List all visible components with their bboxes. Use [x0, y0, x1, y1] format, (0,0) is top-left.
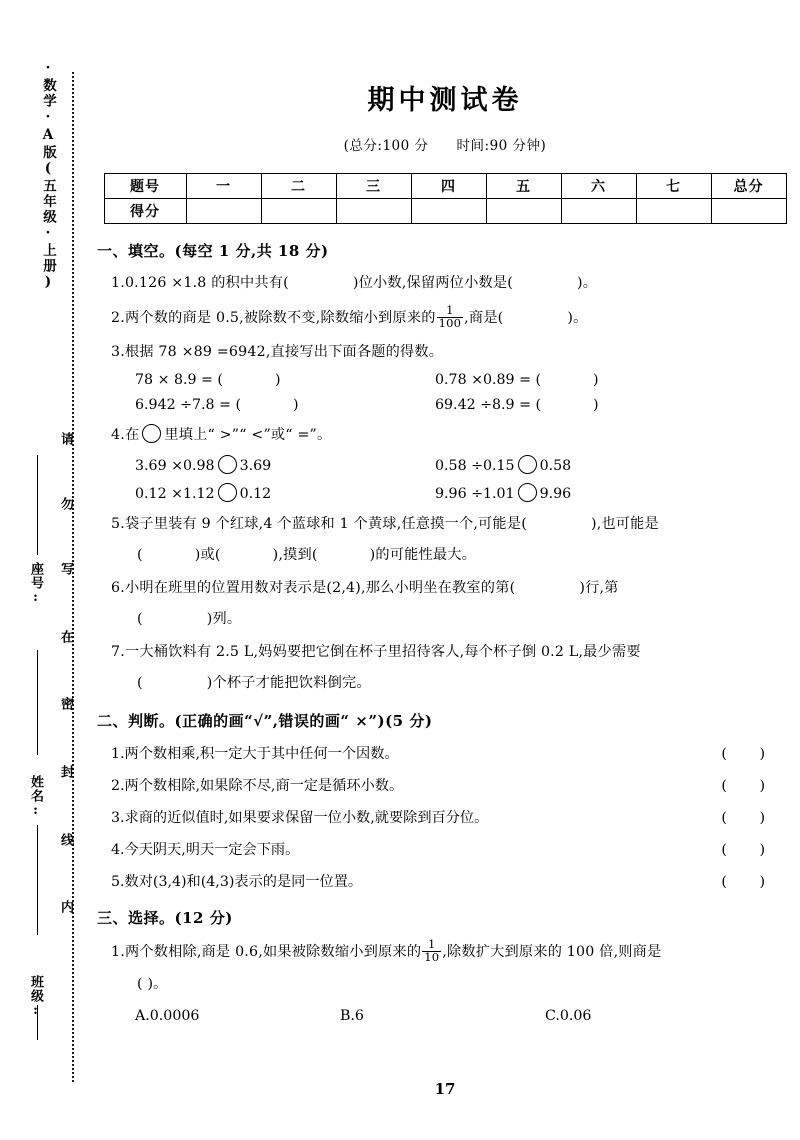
- section2-item-3: [111, 807, 795, 827]
- section1-question-6-line2: [111, 608, 795, 630]
- score-col-4: 四: [411, 174, 486, 199]
- seal-char-7: 线: [58, 833, 73, 847]
- s3-q1-fraction-numerator: 1: [427, 936, 436, 951]
- q3-row-2: [135, 397, 795, 413]
- s3-q1-number: 1.: [111, 944, 125, 961]
- score-col-3: 三: [336, 174, 411, 199]
- s2-item-1-number: 1.: [111, 745, 125, 762]
- q4-pair-3-right: 0.12: [239, 485, 272, 502]
- score-cell-7[interactable]: [636, 199, 711, 224]
- q5-line2-a: (: [137, 546, 143, 563]
- q2-fraction-numerator: 1: [446, 303, 454, 317]
- s3-q1-fraction: [422, 936, 441, 964]
- seal-dotted-line: [72, 72, 74, 1082]
- q1-number: 1.: [111, 275, 125, 291]
- q3-item-2-text: 0.78 ×0.89 = (: [435, 371, 542, 388]
- seat-number-writing-line[interactable]: [37, 455, 38, 555]
- q4-pair-4-circle[interactable]: [518, 483, 537, 502]
- score-cell-6[interactable]: [561, 199, 636, 224]
- q3-item-1-text: 78 × 8.9 = (: [135, 371, 223, 388]
- q3-item-4-text: 69.42 ÷8.9 = (: [435, 396, 542, 413]
- section1-question-7: [111, 641, 795, 663]
- score-table-value-row: [104, 199, 786, 224]
- q4-pair-4-left: 9.96 ÷1.01: [435, 485, 515, 502]
- q4-row-2: [135, 483, 795, 502]
- s2-item-2-answer-box[interactable]: ( ): [721, 777, 779, 794]
- q6-number: 6.: [111, 579, 125, 596]
- q4-stem-a: 在: [124, 426, 140, 443]
- name-writing-line-upper[interactable]: [37, 650, 38, 755]
- s3-q1-option-c[interactable]: C.0.06: [545, 1007, 592, 1024]
- section2-item-2: [111, 775, 795, 795]
- section1-question-1: [111, 272, 795, 294]
- q3-item-3-text: 6.942 ÷7.8 = (: [135, 396, 242, 413]
- q4-pair-4: [435, 483, 735, 502]
- q2-text-a: 两个数的商是 0.5,被除数不变,除数缩小到原来的: [124, 310, 436, 327]
- s3-q1-option-b[interactable]: B.6: [340, 1007, 364, 1024]
- q4-stem-circle-icon: [142, 424, 161, 443]
- q3-item-2: [435, 372, 735, 388]
- section2-item-4: [111, 839, 795, 859]
- q2-fraction: [437, 305, 464, 330]
- s2-item-5-answer-box[interactable]: ( ): [721, 873, 779, 890]
- exam-sheet: [95, 0, 795, 1140]
- q4-pair-1-right: 3.69: [239, 457, 272, 474]
- q3-item-2-close: ): [593, 371, 599, 388]
- q6-line1-a: 小明在班里的位置用数对表示是(2,4),那么小明坐在教室的第(: [124, 579, 516, 596]
- total-score-text: (总分:100 分: [343, 138, 429, 154]
- q3-item-3: [135, 397, 435, 413]
- q5-line2-c: ),摸到(: [272, 546, 318, 563]
- q3-item-4-close: ): [593, 396, 599, 413]
- q3-row-1: [135, 372, 795, 388]
- q7-line2-b: )个杯子才能把饮料倒完。: [206, 674, 371, 691]
- score-table-header-row: [104, 174, 786, 199]
- score-cell-total[interactable]: [711, 199, 786, 224]
- score-cell-5[interactable]: [486, 199, 561, 224]
- q6-line1-b: )行,第: [579, 579, 619, 596]
- s2-item-2-number: 2.: [111, 777, 125, 794]
- section1-question-4: [111, 424, 795, 446]
- seal-char-8: 内: [58, 900, 73, 914]
- section1-question-2: [111, 305, 795, 330]
- q4-pair-2-circle[interactable]: [518, 455, 537, 474]
- seat-number-label: 座号:: [28, 562, 43, 606]
- s2-item-5-number: 5.: [111, 873, 125, 890]
- book-info-vertical-label: ·数学·A版(五年级·上册): [40, 60, 56, 292]
- q2-fraction-denominator: 100: [438, 315, 462, 330]
- section2-item-1: [111, 743, 795, 763]
- section1-question-5-line2: [111, 544, 795, 566]
- q3-stem: 根据 78 ×89 =6942,直接写出下面各题的得数。: [124, 343, 444, 360]
- seal-char-4: 在: [58, 630, 73, 644]
- q7-number: 7.: [111, 643, 125, 660]
- q5-line1-b: ),也可能是: [590, 515, 659, 532]
- s2-item-3-number: 3.: [111, 809, 125, 826]
- s3-q1-text-a: 两个数相除,商是 0.6,如果被除数缩小到原来的: [124, 944, 422, 961]
- score-col-total: 总分: [711, 174, 786, 199]
- score-col-5: 五: [486, 174, 561, 199]
- exam-meta: [95, 134, 795, 154]
- section1-question-6: [111, 577, 795, 599]
- seal-char-5: 密: [58, 697, 73, 711]
- section-1-heading: 一、填空。(每空 1 分,共 18 分): [97, 242, 329, 260]
- s2-item-4-number: 4.: [111, 841, 125, 858]
- section2-item-5: [111, 871, 795, 891]
- q4-pair-4-right: 9.96: [539, 485, 572, 502]
- q4-pair-3: [135, 483, 435, 502]
- section3-question-1-options: [135, 1008, 795, 1024]
- s2-item-3-text: 求商的近似值时,如果要求保留一位小数,就要除到百分位。: [124, 809, 489, 826]
- s3-q1-text-b: ,除数扩大到原来的 100 倍,则商是: [442, 944, 662, 961]
- q4-pair-3-circle[interactable]: [218, 483, 237, 502]
- s2-item-1-text: 两个数相乘,积一定大于其中任何一个因数。: [124, 745, 399, 762]
- student-name-label: 姓名:: [28, 775, 43, 819]
- q4-pair-1-circle[interactable]: [218, 455, 237, 474]
- score-cell-1[interactable]: [186, 199, 261, 224]
- q2-text-b: ,商是(: [464, 310, 504, 327]
- score-col-1: 一: [186, 174, 261, 199]
- q5-line2-d: )的可能性最大。: [369, 546, 477, 563]
- time-limit-text: 时间:90 分钟): [456, 138, 547, 154]
- seal-char-6: 封: [58, 765, 73, 779]
- q5-line1-a: 袋子里装有 9 个红球,4 个蓝球和 1 个黄球,任意摸一个,可能是(: [124, 515, 527, 532]
- q4-pair-1: [135, 455, 435, 474]
- section1-question-7-line2: [111, 672, 795, 694]
- q3-item-1: [135, 372, 435, 388]
- s2-item-4-answer-box[interactable]: ( ): [721, 841, 779, 858]
- q2-number: 2.: [111, 310, 125, 327]
- s3-q1-fraction-denominator: 10: [424, 949, 440, 964]
- q3-item-4: [435, 397, 735, 413]
- q5-line2-b: )或(: [194, 546, 221, 563]
- class-label: 班级:: [28, 975, 43, 1019]
- s2-item-4-text: 今天阴天,明天一定会下雨。: [124, 841, 300, 858]
- score-table-row-label-question: 题号: [104, 174, 186, 199]
- q6-line2-a: (: [137, 610, 143, 627]
- seal-char-2: 勿: [58, 497, 73, 511]
- q4-stem-b: 里填上“ >”“ <”或“ =”。: [164, 426, 332, 443]
- class-writing-line[interactable]: [37, 1005, 38, 1040]
- s2-item-3-answer-box[interactable]: ( ): [721, 809, 779, 826]
- q4-number: 4.: [111, 426, 125, 443]
- name-writing-line-lower[interactable]: [37, 825, 38, 935]
- score-table: [104, 173, 787, 224]
- q4-pair-3-left: 0.12 ×1.12: [135, 485, 215, 502]
- score-col-7: 七: [636, 174, 711, 199]
- q3-item-1-close: ): [274, 371, 281, 388]
- section3-question-1-line2: [111, 973, 795, 995]
- section1-question-3: [111, 341, 795, 363]
- q4-pair-2-right: 0.58: [539, 457, 572, 474]
- s3-q1-option-a[interactable]: A.0.0006: [135, 1007, 200, 1024]
- s2-item-5-text: 数对(3,4)和(4,3)表示的是同一位置。: [124, 873, 363, 890]
- q4-pair-2-left: 0.58 ÷0.15: [435, 457, 515, 474]
- section3-question-1: [111, 936, 795, 964]
- q5-number: 5.: [111, 515, 125, 532]
- score-table-row-label-score: 得分: [104, 199, 186, 224]
- q1-text-c: )。: [576, 275, 598, 291]
- q4-row-1: [135, 455, 795, 474]
- q6-line2-b: )列。: [206, 610, 242, 627]
- q1-text-b: )位小数,保留两位小数是(: [352, 275, 513, 291]
- score-col-6: 六: [561, 174, 636, 199]
- q3-item-3-close: ): [293, 396, 299, 413]
- seal-char-1: 请: [58, 432, 73, 446]
- q1-text-a: 0.126 ×1.8 的积中共有(: [124, 275, 289, 291]
- seal-char-3: 写: [58, 562, 73, 576]
- page-number: 17: [434, 1080, 456, 1098]
- q4-pair-1-left: 3.69 ×0.98: [135, 457, 215, 474]
- q7-line1: 一大桶饮料有 2.5 L,妈妈要把它倒在杯子里招待客人,每个杯子倒 0.2 L,最少需要: [124, 643, 641, 660]
- section-2-heading: 二、判断。(正确的画“√”,错误的画“ ×”)(5 分): [97, 711, 433, 730]
- q4-pair-2: [435, 455, 735, 474]
- section1-question-5: [111, 513, 795, 535]
- score-col-2: 二: [261, 174, 336, 199]
- left-margin: [0, 0, 95, 1140]
- s3-q1-answer-blank[interactable]: ( )。: [137, 975, 168, 992]
- s2-item-1-answer-box[interactable]: ( ): [721, 745, 779, 762]
- page-title: 期中测试卷: [367, 85, 523, 116]
- q7-line2-a: (: [137, 674, 143, 691]
- score-cell-2[interactable]: [261, 199, 336, 224]
- score-cell-4[interactable]: [411, 199, 486, 224]
- section-3-heading: 三、选择。(12 分): [97, 908, 233, 927]
- score-cell-3[interactable]: [336, 199, 411, 224]
- q3-number: 3.: [111, 343, 125, 360]
- q2-text-c: )。: [567, 310, 588, 327]
- s2-item-2-text: 两个数相除,如果除不尽,商一定是循环小数。: [124, 777, 404, 794]
